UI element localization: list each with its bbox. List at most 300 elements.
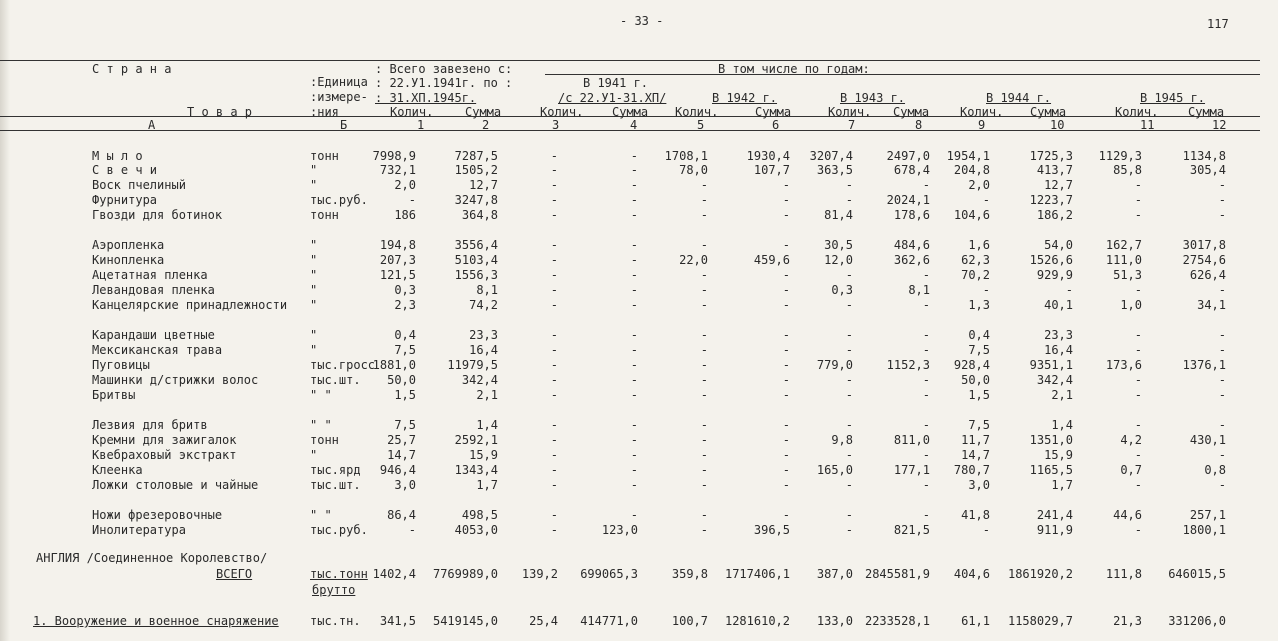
row-value: 186,2 bbox=[1036, 208, 1073, 222]
colnum: А bbox=[148, 118, 156, 132]
country-header: С т р а н а bbox=[92, 62, 172, 76]
england-total-unit-2: брутто bbox=[312, 583, 356, 597]
row-value: - bbox=[550, 328, 558, 342]
row-value: 23,3 bbox=[469, 328, 498, 342]
row-value: 484,6 bbox=[893, 238, 930, 252]
row-value: - bbox=[782, 433, 790, 447]
england-value: 1402,4 bbox=[372, 567, 416, 581]
colnum: 3 bbox=[552, 118, 560, 132]
row-value: 928,4 bbox=[953, 358, 990, 372]
colnum: 12 bbox=[1212, 118, 1227, 132]
scan-edge-shadow bbox=[0, 0, 10, 641]
row-unit: тыс.шт. bbox=[310, 478, 361, 492]
row-value: - bbox=[630, 163, 638, 177]
subcol-header: Сумма bbox=[465, 105, 502, 119]
row-value: 50,0 bbox=[387, 373, 416, 387]
row-value: 1,6 bbox=[968, 238, 990, 252]
row-unit: тыс.ярд bbox=[310, 463, 361, 477]
row-value: 7,5 bbox=[968, 418, 990, 432]
row-commodity-name: Ацетатная пленка bbox=[92, 268, 208, 282]
row-commodity-name: Мексиканская трава bbox=[92, 343, 223, 357]
row-value: - bbox=[550, 268, 558, 282]
subcol-header: Колич. bbox=[390, 105, 434, 119]
row-value: - bbox=[1218, 193, 1226, 207]
colnum: 9 bbox=[978, 118, 986, 132]
row-value: 7,5 bbox=[394, 343, 416, 357]
year-1941-header: В 1941 г. bbox=[583, 76, 649, 90]
row-commodity-name: Ножи фрезеровочные bbox=[92, 508, 223, 522]
row-value: 0,3 bbox=[394, 283, 416, 297]
colnum: 4 bbox=[630, 118, 638, 132]
row-value: 2024,1 bbox=[886, 193, 930, 207]
row-value: 0,3 bbox=[831, 283, 853, 297]
row-value: - bbox=[550, 373, 558, 387]
row-unit: тыс.шт. bbox=[310, 373, 361, 387]
year-1941-period: /с 22.У1-31.ХП/ bbox=[558, 91, 667, 105]
row-value: 41,8 bbox=[961, 508, 990, 522]
row-value: 15,9 bbox=[1044, 448, 1073, 462]
row-value: - bbox=[700, 193, 708, 207]
weapons-value: 414771,0 bbox=[580, 614, 638, 628]
row-value: 14,7 bbox=[961, 448, 990, 462]
england-value: 139,2 bbox=[521, 567, 558, 581]
weapons-value: 21,3 bbox=[1113, 614, 1142, 628]
row-value: 9,8 bbox=[831, 433, 853, 447]
subcol-header: Колич. bbox=[540, 105, 584, 119]
row-commodity-name: Левандовая пленка bbox=[92, 283, 215, 297]
row-value: - bbox=[922, 328, 930, 342]
row-value: - bbox=[630, 373, 638, 387]
row-unit: " " bbox=[310, 508, 332, 522]
row-value: 1,7 bbox=[1051, 478, 1073, 492]
england-value: 1861920,2 bbox=[1007, 567, 1073, 581]
weapons-value: 1281610,2 bbox=[724, 614, 790, 628]
total-header-2: : 22.У1.1941г. по : bbox=[375, 76, 513, 90]
row-value: - bbox=[700, 373, 708, 387]
row-value: - bbox=[1218, 388, 1226, 402]
row-value: 2,0 bbox=[394, 178, 416, 192]
row-value: 2,0 bbox=[968, 178, 990, 192]
row-commodity-name: Карандаши цветные bbox=[92, 328, 215, 342]
row-value: - bbox=[1134, 328, 1142, 342]
row-value: 5103,4 bbox=[454, 253, 498, 267]
row-value: 1129,3 bbox=[1098, 149, 1142, 163]
row-value: 811,0 bbox=[893, 433, 930, 447]
table-row bbox=[0, 163, 1278, 177]
row-value: 678,4 bbox=[893, 163, 930, 177]
row-value: 3,0 bbox=[394, 478, 416, 492]
row-value: - bbox=[630, 328, 638, 342]
row-commodity-name: Гвозди для ботинок bbox=[92, 208, 223, 222]
row-value: - bbox=[782, 343, 790, 357]
row-value: 4053,0 bbox=[454, 523, 498, 537]
row-value: - bbox=[845, 418, 853, 432]
row-value: - bbox=[782, 208, 790, 222]
row-value: 40,1 bbox=[1044, 298, 1073, 312]
row-commodity-name: Кинопленка bbox=[92, 253, 165, 267]
row-commodity-name: Квебраховый экстракт bbox=[92, 448, 237, 462]
table-row bbox=[0, 208, 1278, 222]
row-value: 111,0 bbox=[1105, 253, 1142, 267]
row-value: 1134,8 bbox=[1182, 149, 1226, 163]
table-row bbox=[0, 149, 1278, 163]
row-value: - bbox=[630, 343, 638, 357]
row-value: 2497,0 bbox=[886, 149, 930, 163]
row-commodity-name: Бритвы bbox=[92, 388, 136, 402]
row-value: - bbox=[408, 193, 416, 207]
row-value: - bbox=[700, 178, 708, 192]
row-value: - bbox=[630, 298, 638, 312]
row-value: 1725,3 bbox=[1029, 149, 1073, 163]
row-value: - bbox=[922, 448, 930, 462]
row-value: 413,7 bbox=[1036, 163, 1073, 177]
row-value: - bbox=[700, 238, 708, 252]
row-value: 342,4 bbox=[461, 373, 498, 387]
row-value: - bbox=[1134, 178, 1142, 192]
row-value: - bbox=[630, 253, 638, 267]
row-value: - bbox=[1218, 208, 1226, 222]
row-commodity-name: Аэропленка bbox=[92, 238, 165, 252]
row-value: - bbox=[1134, 418, 1142, 432]
row-commodity-name: Кремни для зажигалок bbox=[92, 433, 237, 447]
row-value: 459,6 bbox=[753, 253, 790, 267]
row-value: 54,0 bbox=[1044, 238, 1073, 252]
row-unit: " bbox=[310, 328, 318, 342]
row-value: - bbox=[700, 478, 708, 492]
weapons-value: 331206,0 bbox=[1168, 614, 1226, 628]
row-value: 8,1 bbox=[908, 283, 930, 297]
row-unit: тонн bbox=[310, 433, 339, 447]
row-value: 4,2 bbox=[1120, 433, 1142, 447]
total-header-1: : Всего завезено с: bbox=[375, 62, 513, 76]
row-value: - bbox=[922, 508, 930, 522]
row-value: 0,4 bbox=[968, 328, 990, 342]
table-row bbox=[0, 523, 1278, 537]
row-value: 78,0 bbox=[679, 163, 708, 177]
row-value: 15,9 bbox=[469, 448, 498, 462]
row-value: - bbox=[700, 208, 708, 222]
row-value: 3,0 bbox=[968, 478, 990, 492]
row-value: - bbox=[782, 178, 790, 192]
england-value: 111,8 bbox=[1105, 567, 1142, 581]
row-value: 3556,4 bbox=[454, 238, 498, 252]
row-value: - bbox=[922, 343, 930, 357]
row-value: - bbox=[782, 268, 790, 282]
row-value: - bbox=[1134, 388, 1142, 402]
row-value: 7,5 bbox=[394, 418, 416, 432]
row-value: - bbox=[630, 178, 638, 192]
row-value: - bbox=[845, 343, 853, 357]
row-value: 12,0 bbox=[824, 253, 853, 267]
row-value: - bbox=[630, 448, 638, 462]
unit-header-3: :ния bbox=[310, 105, 339, 119]
row-value: - bbox=[982, 283, 990, 297]
row-value: 2754,6 bbox=[1182, 253, 1226, 267]
row-value: 34,1 bbox=[1197, 298, 1226, 312]
row-value: 81,4 bbox=[824, 208, 853, 222]
weapons-value: 1158029,7 bbox=[1007, 614, 1073, 628]
colnum: 7 bbox=[848, 118, 856, 132]
row-value: 3247,8 bbox=[454, 193, 498, 207]
row-value: - bbox=[630, 149, 638, 163]
row-value: 194,8 bbox=[379, 238, 416, 252]
weapons-row-unit: тыс.тн. bbox=[310, 614, 361, 628]
row-value: 1954,1 bbox=[946, 149, 990, 163]
weapons-value: 61,1 bbox=[961, 614, 990, 628]
weapons-value: 100,7 bbox=[671, 614, 708, 628]
total-header-3: : 31.ХП.1945г. bbox=[375, 91, 477, 105]
row-value: 1930,4 bbox=[746, 149, 790, 163]
weapons-value: 5419145,0 bbox=[432, 614, 498, 628]
subcolumn-header-row bbox=[0, 105, 1278, 119]
row-unit: " " bbox=[310, 418, 332, 432]
row-unit: " bbox=[310, 343, 318, 357]
row-value: 12,7 bbox=[469, 178, 498, 192]
row-value: 0,7 bbox=[1120, 463, 1142, 477]
row-unit: тонн bbox=[310, 149, 339, 163]
table-row bbox=[0, 448, 1278, 462]
table-row bbox=[0, 418, 1278, 432]
row-value: 362,6 bbox=[893, 253, 930, 267]
row-value: - bbox=[700, 343, 708, 357]
row-unit: " bbox=[310, 253, 318, 267]
row-value: - bbox=[845, 523, 853, 537]
colnum: 2 bbox=[482, 118, 490, 132]
row-value: - bbox=[700, 388, 708, 402]
row-value: - bbox=[550, 163, 558, 177]
row-value: - bbox=[550, 433, 558, 447]
row-value: - bbox=[782, 238, 790, 252]
table-row bbox=[0, 358, 1278, 372]
row-value: - bbox=[550, 193, 558, 207]
row-value: 25,7 bbox=[387, 433, 416, 447]
colnum: 1 bbox=[417, 118, 425, 132]
row-value: - bbox=[1218, 343, 1226, 357]
england-value: 2845581,9 bbox=[864, 567, 930, 581]
row-value: - bbox=[782, 418, 790, 432]
row-value: 257,1 bbox=[1189, 508, 1226, 522]
row-value: 16,4 bbox=[1044, 343, 1073, 357]
england-total-unit: тыс.тонн bbox=[310, 567, 368, 581]
commodity-header: Т о в а р bbox=[187, 105, 253, 119]
row-value: 946,4 bbox=[379, 463, 416, 477]
row-value: 1556,3 bbox=[454, 268, 498, 282]
row-value: 2,1 bbox=[476, 388, 498, 402]
row-value: 11979,5 bbox=[447, 358, 498, 372]
row-value: - bbox=[782, 463, 790, 477]
row-value: - bbox=[408, 523, 416, 537]
row-commodity-name: Лезвия для бритв bbox=[92, 418, 208, 432]
row-value: 165,0 bbox=[816, 463, 853, 477]
row-value: 1,7 bbox=[476, 478, 498, 492]
row-value: - bbox=[550, 253, 558, 267]
row-value: - bbox=[922, 178, 930, 192]
row-value: - bbox=[922, 268, 930, 282]
row-value: - bbox=[630, 208, 638, 222]
row-commodity-name: Канцелярские принадлежности bbox=[92, 298, 288, 312]
weapons-value: 133,0 bbox=[816, 614, 853, 628]
row-value: 0,8 bbox=[1204, 463, 1226, 477]
row-value: 3207,4 bbox=[809, 149, 853, 163]
years-rule bbox=[545, 74, 1260, 75]
row-value: - bbox=[845, 373, 853, 387]
table-row bbox=[0, 268, 1278, 282]
row-value: - bbox=[1134, 523, 1142, 537]
year-1944-header: В 1944 г. bbox=[986, 91, 1052, 105]
row-value: 104,6 bbox=[953, 208, 990, 222]
row-value: - bbox=[550, 178, 558, 192]
row-value: 22,0 bbox=[679, 253, 708, 267]
row-value: - bbox=[630, 358, 638, 372]
row-value: 911,9 bbox=[1036, 523, 1073, 537]
row-value: 11,7 bbox=[961, 433, 990, 447]
row-unit: " bbox=[310, 448, 318, 462]
row-commodity-name: Ложки столовые и чайные bbox=[92, 478, 259, 492]
england-value: 699065,3 bbox=[580, 567, 638, 581]
england-value: 404,6 bbox=[953, 567, 990, 581]
table-row bbox=[0, 373, 1278, 387]
row-value: - bbox=[782, 373, 790, 387]
row-value: 173,6 bbox=[1105, 358, 1142, 372]
subcol-header: Колич. bbox=[675, 105, 719, 119]
row-value: 363,5 bbox=[816, 163, 853, 177]
subcol-header: Колич. bbox=[960, 105, 1004, 119]
row-value: - bbox=[1218, 373, 1226, 387]
row-value: 626,4 bbox=[1189, 268, 1226, 282]
row-value: - bbox=[845, 388, 853, 402]
row-value: - bbox=[700, 268, 708, 282]
row-unit: тыс.гросс bbox=[310, 358, 376, 372]
row-value: - bbox=[700, 328, 708, 342]
row-value: 23,3 bbox=[1044, 328, 1073, 342]
england-total-row bbox=[0, 567, 1278, 581]
row-value: - bbox=[982, 523, 990, 537]
row-unit: " bbox=[310, 238, 318, 252]
row-value: - bbox=[630, 478, 638, 492]
row-value: - bbox=[1218, 418, 1226, 432]
row-value: - bbox=[845, 448, 853, 462]
row-value: - bbox=[700, 418, 708, 432]
row-value: - bbox=[1134, 448, 1142, 462]
row-value: 178,6 bbox=[893, 208, 930, 222]
row-value: - bbox=[630, 193, 638, 207]
row-value: - bbox=[550, 418, 558, 432]
row-value: 732,1 bbox=[379, 163, 416, 177]
row-value: 50,0 bbox=[961, 373, 990, 387]
row-value: 2,3 bbox=[394, 298, 416, 312]
row-value: - bbox=[630, 508, 638, 522]
table-row bbox=[0, 388, 1278, 402]
row-value: 51,3 bbox=[1113, 268, 1142, 282]
england-value: 7769989,0 bbox=[432, 567, 498, 581]
row-value: 305,4 bbox=[1189, 163, 1226, 177]
row-value: 241,4 bbox=[1036, 508, 1073, 522]
row-value: 3017,8 bbox=[1182, 238, 1226, 252]
subcol-header: Сумма bbox=[1030, 105, 1067, 119]
row-commodity-name: Клеенка bbox=[92, 463, 143, 477]
row-value: 1343,4 bbox=[454, 463, 498, 477]
row-value: - bbox=[782, 448, 790, 462]
row-value: 1,0 bbox=[1120, 298, 1142, 312]
page-number: - 33 - bbox=[620, 14, 664, 28]
row-value: - bbox=[700, 298, 708, 312]
row-commodity-name: Пуговицы bbox=[92, 358, 150, 372]
weapons-value: 25,4 bbox=[529, 614, 558, 628]
row-value: 74,2 bbox=[469, 298, 498, 312]
row-value: - bbox=[630, 238, 638, 252]
row-value: - bbox=[700, 358, 708, 372]
row-value: 1505,2 bbox=[454, 163, 498, 177]
row-value: 929,9 bbox=[1036, 268, 1073, 282]
row-value: - bbox=[1134, 283, 1142, 297]
row-value: - bbox=[845, 508, 853, 522]
colnum: Б bbox=[340, 118, 348, 132]
row-commodity-name: Воск пчелиный bbox=[92, 178, 186, 192]
row-value: - bbox=[782, 478, 790, 492]
year-1945-header: В 1945 г. bbox=[1140, 91, 1206, 105]
weapons-value: 341,5 bbox=[379, 614, 416, 628]
row-unit: " " bbox=[310, 388, 332, 402]
row-value: - bbox=[845, 298, 853, 312]
row-value: 1223,7 bbox=[1029, 193, 1073, 207]
row-value: - bbox=[550, 358, 558, 372]
row-value: - bbox=[630, 268, 638, 282]
row-value: 1,5 bbox=[968, 388, 990, 402]
row-value: 821,5 bbox=[893, 523, 930, 537]
row-value: 2,1 bbox=[1051, 388, 1073, 402]
colnum: 10 bbox=[1050, 118, 1065, 132]
unit-header-1: :Единица bbox=[310, 75, 368, 89]
row-value: - bbox=[700, 283, 708, 297]
table-row bbox=[0, 193, 1278, 207]
england-title: АНГЛИЯ /Соединенное Королевство/ bbox=[36, 551, 268, 565]
table-row bbox=[0, 343, 1278, 357]
row-value: - bbox=[1134, 373, 1142, 387]
row-value: 430,1 bbox=[1189, 433, 1226, 447]
row-value: 1,5 bbox=[394, 388, 416, 402]
row-value: - bbox=[922, 388, 930, 402]
row-value: 498,5 bbox=[461, 508, 498, 522]
row-value: 177,1 bbox=[893, 463, 930, 477]
row-value: - bbox=[550, 298, 558, 312]
row-value: - bbox=[630, 418, 638, 432]
row-value: - bbox=[1218, 283, 1226, 297]
table-row bbox=[0, 178, 1278, 192]
row-unit: " bbox=[310, 163, 318, 177]
row-value: 0,4 bbox=[394, 328, 416, 342]
colnum: 5 bbox=[697, 118, 705, 132]
row-value: - bbox=[845, 328, 853, 342]
row-unit: тыс.руб. bbox=[310, 523, 368, 537]
row-value: 7998,9 bbox=[372, 149, 416, 163]
row-value: 1800,1 bbox=[1182, 523, 1226, 537]
row-value: 779,0 bbox=[816, 358, 853, 372]
row-value: 70,2 bbox=[961, 268, 990, 282]
row-value: 1152,3 bbox=[886, 358, 930, 372]
row-value: - bbox=[550, 208, 558, 222]
row-value: - bbox=[1134, 478, 1142, 492]
row-value: - bbox=[922, 298, 930, 312]
subcol-header: Сумма bbox=[1188, 105, 1225, 119]
table-row bbox=[0, 463, 1278, 477]
row-value: - bbox=[782, 388, 790, 402]
row-value: 14,7 bbox=[387, 448, 416, 462]
row-value: - bbox=[550, 478, 558, 492]
row-value: - bbox=[782, 283, 790, 297]
row-value: 1881,0 bbox=[372, 358, 416, 372]
colnum: 6 bbox=[772, 118, 780, 132]
row-value: - bbox=[550, 463, 558, 477]
